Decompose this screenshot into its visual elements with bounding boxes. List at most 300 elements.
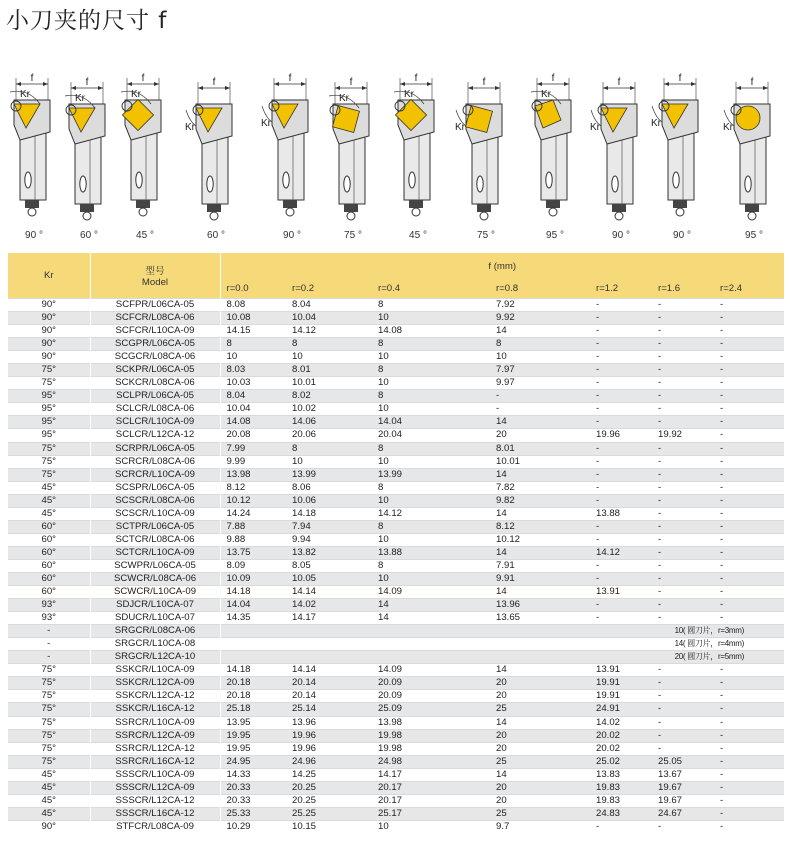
cell-model: SCKCR/L08CA-06 — [90, 377, 220, 390]
cell-model: SSKCR/L16CA-12 — [90, 703, 220, 716]
tool-angle-label: 90 ° — [25, 230, 43, 241]
cell-f-value: - — [652, 299, 714, 312]
cell-f-value: - — [714, 690, 784, 703]
cell-f-value: 20.18 — [220, 677, 286, 690]
cell-f-value: 8 — [372, 390, 490, 403]
cell-f-value: - — [714, 599, 784, 612]
cell-f-value: - — [714, 533, 784, 546]
cell-f-value: - — [714, 325, 784, 338]
cell-model: SCFPR/L06CA-05 — [90, 299, 220, 312]
col-header-model-en: Model — [141, 277, 169, 288]
cell-model: SCKPR/L06CA-05 — [90, 364, 220, 377]
cell-f-value: 9.92 — [490, 312, 590, 325]
cell-f-value: - — [714, 351, 784, 364]
cell-f-value: 14 — [490, 325, 590, 338]
cell-f-value: 25.18 — [220, 703, 286, 716]
cell-f-value: 20.14 — [286, 677, 372, 690]
table-row — [8, 703, 784, 716]
cell-kr: 45° — [8, 507, 90, 520]
cell-f-value: - — [652, 442, 714, 455]
cell-f-value: 10 — [372, 455, 490, 468]
cell-model: SRGCR/L08CA-06 — [90, 625, 220, 638]
cell-f-value: 7.91 — [490, 559, 590, 572]
table-row — [8, 520, 784, 533]
cell-f-value: - — [714, 559, 784, 572]
cell-f-value: 13.83 — [590, 768, 652, 781]
cell-f-value: 8 — [286, 442, 372, 455]
cell-f-value: 10 — [372, 403, 490, 416]
cell-f-value: - — [590, 520, 652, 533]
cell-f-value: 25 — [490, 807, 590, 820]
cell-f-value: - — [714, 416, 784, 429]
cell-f-value: - — [714, 442, 784, 455]
cell-f-value: - — [590, 533, 652, 546]
cell-f-value: 20.18 — [220, 690, 286, 703]
cell-f-value: 8 — [490, 338, 590, 351]
cell-f-value: 10.04 — [220, 403, 286, 416]
cell-f-value: 10 — [286, 455, 372, 468]
cell-kr: 95° — [8, 403, 90, 416]
dimension-f-label: f — [617, 77, 621, 88]
cell-kr: 75° — [8, 442, 90, 455]
cell-f-value: 10 — [372, 820, 490, 833]
cell-f-value: - — [714, 755, 784, 768]
cell-f-value: 20 — [490, 429, 590, 442]
cell-kr: 75° — [8, 468, 90, 481]
tool-holder-drawing — [386, 70, 450, 228]
cell-f-value: 20.02 — [590, 729, 652, 742]
cell-f-value: - — [490, 403, 590, 416]
col-header-kr: Kr — [8, 253, 90, 299]
cell-kr: - — [8, 651, 90, 664]
cell-kr: 75° — [8, 755, 90, 768]
cell-f-value: 14.04 — [220, 599, 286, 612]
cell-f-value: 14.18 — [286, 507, 372, 520]
cell-f-value: - — [652, 416, 714, 429]
cell-f-value: 14.04 — [372, 416, 490, 429]
cell-f-value: 20.33 — [220, 794, 286, 807]
cell-f-value: 13.88 — [372, 546, 490, 559]
dimension-f-label: f — [141, 73, 145, 84]
cell-f-value: 19.91 — [590, 677, 652, 690]
cell-f-value: 19.92 — [652, 429, 714, 442]
tool-angle-label: 95 ° — [745, 230, 763, 241]
cell-f-value: 14.15 — [220, 325, 286, 338]
cell-kr: 75° — [8, 716, 90, 729]
cell-f-value: 20 — [490, 729, 590, 742]
cell-f-value: - — [652, 312, 714, 325]
tool-holder-figure — [113, 70, 177, 250]
cell-f-value: 7.97 — [490, 364, 590, 377]
cell-f-value: 24.83 — [590, 807, 652, 820]
table-row — [8, 742, 784, 755]
cell-f-value: 24.67 — [652, 807, 714, 820]
cell-model: SCSCR/L10CA-09 — [90, 507, 220, 520]
cell-f-value: - — [714, 494, 784, 507]
cell-model: SCRCR/L10CA-09 — [90, 468, 220, 481]
cell-f-value: 25.33 — [220, 807, 286, 820]
cell-kr: 75° — [8, 677, 90, 690]
cell-kr: - — [8, 638, 90, 651]
tool-angle-label: 90 ° — [612, 230, 630, 241]
kr-angle-label: Kr — [20, 89, 30, 100]
table-row — [8, 364, 784, 377]
cell-model: SSKCR/L10CA-09 — [90, 664, 220, 677]
cell-kr: 95° — [8, 429, 90, 442]
cell-f-value: 19.96 — [590, 429, 652, 442]
cell-f-value: - — [652, 377, 714, 390]
cell-f-value: 25 — [490, 703, 590, 716]
cell-kr: 60° — [8, 559, 90, 572]
tool-angle-label: 60 ° — [207, 230, 225, 241]
cell-f-value: - — [652, 820, 714, 833]
cell-f-value: 13.65 — [490, 612, 590, 625]
cell-f-value: 25 — [490, 755, 590, 768]
col-header-radius: r=1.6 — [652, 279, 714, 299]
cell-f-value: 9.7 — [490, 820, 590, 833]
table-row — [8, 807, 784, 820]
table-row — [8, 533, 784, 546]
cell-f-value: - — [590, 572, 652, 585]
cell-model: SCRCR/L08CA-06 — [90, 455, 220, 468]
kr-angle-label: Kr — [75, 93, 85, 104]
cell-f-value: 20.04 — [372, 429, 490, 442]
cell-f-value: 8 — [372, 299, 490, 312]
cell-f-value: 9.97 — [490, 377, 590, 390]
tool-holder-figure — [523, 70, 587, 250]
tool-holder-drawing — [321, 70, 385, 228]
cell-f-value: 14.02 — [286, 599, 372, 612]
cell-model: SSRCR/L12CA-09 — [90, 729, 220, 742]
cell-f-value: - — [590, 599, 652, 612]
table-row — [8, 390, 784, 403]
col-header-radius: r=2.4 — [714, 279, 784, 299]
cell-f-value: 14.09 — [372, 664, 490, 677]
cell-kr: 90° — [8, 351, 90, 364]
tool-holder-figure — [722, 70, 786, 250]
kr-angle-label: Kr — [339, 93, 349, 104]
cell-kr: - — [8, 625, 90, 638]
cell-model: SCLCR/L12CA-12 — [90, 429, 220, 442]
cell-f-value: 14.14 — [286, 586, 372, 599]
cell-f-value: 14.18 — [220, 664, 286, 677]
cell-kr: 95° — [8, 390, 90, 403]
cell-f-value: - — [714, 546, 784, 559]
cell-kr: 45° — [8, 481, 90, 494]
cell-f-value: 20.17 — [372, 781, 490, 794]
cell-f-value: 8.02 — [286, 390, 372, 403]
cell-f-value: 8.06 — [286, 481, 372, 494]
cell-f-value: 10.04 — [286, 312, 372, 325]
tool-angle-label: 45 ° — [409, 230, 427, 241]
cell-f-value: 8 — [372, 338, 490, 351]
cell-f-value: - — [652, 364, 714, 377]
cell-f-value: 7.82 — [490, 481, 590, 494]
cell-f-value: - — [652, 742, 714, 755]
cell-f-value: 8 — [220, 338, 286, 351]
cell-kr: 75° — [8, 729, 90, 742]
cell-f-value: 14 — [490, 507, 590, 520]
cell-f-value: 25.05 — [652, 755, 714, 768]
cell-f-value: 24.98 — [372, 755, 490, 768]
col-header-radius: r=1.2 — [590, 279, 652, 299]
table-row — [8, 625, 784, 638]
cell-f-value: 7.94 — [286, 520, 372, 533]
cell-f-value: 13.75 — [220, 546, 286, 559]
tool-holder-drawing — [260, 70, 324, 228]
cell-f-value: - — [652, 455, 714, 468]
cell-f-value: 8.01 — [490, 442, 590, 455]
table-row — [8, 325, 784, 338]
cell-model: SCSCR/L08CA-06 — [90, 494, 220, 507]
cell-model: SSKCR/L12CA-09 — [90, 677, 220, 690]
dimension-f-label: f — [750, 77, 754, 88]
cell-kr: 60° — [8, 533, 90, 546]
cell-kr: 75° — [8, 455, 90, 468]
kr-angle-label: Kr — [261, 118, 271, 129]
cell-f-value: - — [652, 703, 714, 716]
cell-model: SCTPR/L06CA-05 — [90, 520, 220, 533]
cell-f-value: 14 — [490, 546, 590, 559]
cell-f-value: - — [652, 338, 714, 351]
cell-f-value: 10 — [372, 312, 490, 325]
cell-f-value: 14.09 — [372, 586, 490, 599]
cell-model: SCLCR/L08CA-06 — [90, 403, 220, 416]
cell-f-value: - — [590, 820, 652, 833]
cell-f-value: - — [714, 403, 784, 416]
cell-f-value: 14.33 — [220, 768, 286, 781]
cell-f-value: - — [714, 781, 784, 794]
cell-f-value: 14.12 — [286, 325, 372, 338]
cell-f-value: 14.02 — [590, 716, 652, 729]
table-row — [8, 429, 784, 442]
tool-holder-drawing — [184, 70, 248, 228]
table-row — [8, 586, 784, 599]
cell-f-value: - — [590, 312, 652, 325]
cell-f-value: 14.12 — [590, 546, 652, 559]
cell-f-value: - — [652, 677, 714, 690]
cell-f-value: - — [652, 403, 714, 416]
cell-kr: 90° — [8, 820, 90, 833]
cell-model: SCSPR/L06CA-05 — [90, 481, 220, 494]
cell-f-value: - — [714, 390, 784, 403]
cell-f-value: - — [652, 325, 714, 338]
cell-f-value: - — [652, 533, 714, 546]
dimension-f-label: f — [678, 73, 682, 84]
cell-f-value: 25.25 — [286, 807, 372, 820]
cell-kr: 45° — [8, 781, 90, 794]
cell-f-value: 19.95 — [220, 742, 286, 755]
cell-model: SDUCR/L10CA-07 — [90, 612, 220, 625]
cell-f-value: 13.98 — [220, 468, 286, 481]
cell-model: SCTCR/L08CA-06 — [90, 533, 220, 546]
cell-f-value: 20.06 — [286, 429, 372, 442]
cell-f-value: 10.09 — [220, 572, 286, 585]
table-row — [8, 781, 784, 794]
cell-model: SCWCR/L08CA-06 — [90, 572, 220, 585]
cell-f-value: 8.04 — [220, 390, 286, 403]
cell-f-value: 14.08 — [372, 325, 490, 338]
cell-f-value: 7.92 — [490, 299, 590, 312]
cell-f-value: 8.12 — [220, 481, 286, 494]
cell-f-value: 10.15 — [286, 820, 372, 833]
cell-model: SSRCR/L16CA-12 — [90, 755, 220, 768]
cell-model: SCRPR/L06CA-05 — [90, 442, 220, 455]
dimension-table — [8, 253, 784, 833]
cell-f-value: 20.17 — [372, 794, 490, 807]
table-row — [8, 299, 784, 312]
page-title: 小刀夹的尺寸 f — [6, 8, 168, 34]
cell-f-value: 7.88 — [220, 520, 286, 533]
cell-f-value: 8 — [372, 442, 490, 455]
col-header-radius: r=0.0 — [220, 279, 286, 299]
cell-f-value: 10.05 — [286, 572, 372, 585]
cell-model: SCFCR/L08CA-06 — [90, 312, 220, 325]
kr-angle-label: Kr — [185, 122, 195, 133]
cell-f-value: - — [714, 820, 784, 833]
cell-f-value: 9.99 — [220, 455, 286, 468]
cell-f-value: 10 — [286, 351, 372, 364]
cell-model: STFCR/L08CA-09 — [90, 820, 220, 833]
cell-f-value: - — [652, 729, 714, 742]
cell-model: SCFCR/L10CA-09 — [90, 325, 220, 338]
kr-angle-label: Kr — [651, 118, 661, 129]
cell-f-value: - — [652, 572, 714, 585]
cell-f-value: 13.88 — [590, 507, 652, 520]
cell-f-value: 13.96 — [490, 599, 590, 612]
cell-f-value: 10.29 — [220, 820, 286, 833]
cell-f-value: 13.82 — [286, 546, 372, 559]
dimension-f-label: f — [551, 73, 555, 84]
cell-f-value: - — [714, 716, 784, 729]
cell-f-value: 14.14 — [286, 664, 372, 677]
tool-holder-drawing — [113, 70, 177, 228]
cell-f-value: - — [590, 338, 652, 351]
cell-f-value: - — [590, 299, 652, 312]
tool-angle-label: 45 ° — [136, 230, 154, 241]
cell-kr: 45° — [8, 494, 90, 507]
cell-f-value: 25.14 — [286, 703, 372, 716]
cell-f-value: 14 — [490, 416, 590, 429]
dimension-f-label: f — [349, 77, 353, 88]
cell-f-value: 20.08 — [220, 429, 286, 442]
cell-f-value: - — [714, 338, 784, 351]
cell-f-value: - — [714, 520, 784, 533]
cell-kr: 95° — [8, 416, 90, 429]
cell-f-value: 10 — [372, 377, 490, 390]
cell-f-value: - — [590, 455, 652, 468]
table-row — [8, 377, 784, 390]
col-header-model-cn: 型号 — [145, 266, 165, 277]
cell-f-value: - — [714, 807, 784, 820]
cell-f-value: 20 — [490, 794, 590, 807]
cell-f-value: - — [714, 794, 784, 807]
cell-f-value: - — [652, 520, 714, 533]
cell-f-value: 8 — [372, 364, 490, 377]
cell-f-value: 13.91 — [590, 586, 652, 599]
cell-f-value: 14 — [490, 716, 590, 729]
cell-f-value: - — [590, 325, 652, 338]
cell-f-value: 9.91 — [490, 572, 590, 585]
cell-f-value: 20 — [490, 677, 590, 690]
cell-f-value: - — [652, 690, 714, 703]
cell-f-value: 10.06 — [286, 494, 372, 507]
tool-holder-figure — [650, 70, 714, 250]
cell-f-value: - — [652, 481, 714, 494]
cell-f-value: - — [590, 612, 652, 625]
cell-f-value: 19.96 — [286, 729, 372, 742]
cell-f-value: 25.09 — [372, 703, 490, 716]
tool-holder-figure — [386, 70, 450, 250]
tool-angle-label: 60 ° — [80, 230, 98, 241]
cell-model: SSSCR/L16CA-12 — [90, 807, 220, 820]
cell-f-value: 10 — [372, 494, 490, 507]
cell-f-value: 10.08 — [220, 312, 286, 325]
cell-f-value: 20.14 — [286, 690, 372, 703]
cell-kr: 60° — [8, 520, 90, 533]
cell-f-value: 14.08 — [220, 416, 286, 429]
cell-f-value: 14.25 — [286, 768, 372, 781]
cell-kr: 60° — [8, 572, 90, 585]
cell-f-value: - — [490, 390, 590, 403]
table-row — [8, 729, 784, 742]
tool-holder-drawing — [57, 70, 121, 228]
cell-f-value: 10.12 — [490, 533, 590, 546]
cell-f-value: 24.95 — [220, 755, 286, 768]
cell-f-value: - — [590, 377, 652, 390]
cell-f-value: 20 — [490, 690, 590, 703]
cell-f-value: - — [652, 716, 714, 729]
cell-kr: 90° — [8, 312, 90, 325]
cell-model: SCGCR/L08CA-06 — [90, 351, 220, 364]
cell-f-value: 8 — [372, 559, 490, 572]
cell-f-value: 13.91 — [590, 664, 652, 677]
cell-f-value: 8.01 — [286, 364, 372, 377]
cell-f-value: 13.98 — [372, 716, 490, 729]
cell-model: SSRCR/L10CA-09 — [90, 716, 220, 729]
cell-f-value: 25.02 — [590, 755, 652, 768]
cell-f-value: - — [590, 403, 652, 416]
cell-f-value: 24.91 — [590, 703, 652, 716]
cell-model: SSKCR/L12CA-12 — [90, 690, 220, 703]
cell-round-insert-note: 20( 圆刀片，r=5mm) — [220, 651, 784, 664]
cell-f-value: - — [590, 494, 652, 507]
cell-f-value: 14 — [490, 586, 590, 599]
tool-angle-label: 75 ° — [344, 230, 362, 241]
cell-kr: 60° — [8, 586, 90, 599]
table-row — [8, 716, 784, 729]
cell-f-value: 19.95 — [220, 729, 286, 742]
cell-kr: 93° — [8, 599, 90, 612]
cell-f-value: 13.96 — [286, 716, 372, 729]
cell-round-insert-note: 14( 圆刀片，r=4mm) — [220, 638, 784, 651]
table-row — [8, 651, 784, 664]
dimension-f-label: f — [85, 77, 89, 88]
cell-f-value: 8.08 — [220, 299, 286, 312]
table-row — [8, 481, 784, 494]
cell-kr: 75° — [8, 377, 90, 390]
tool-diagram-strip — [0, 70, 790, 250]
tool-holder-figure — [184, 70, 248, 250]
cell-kr: 75° — [8, 664, 90, 677]
tool-holder-figure — [321, 70, 385, 250]
table-row — [8, 338, 784, 351]
tool-holder-figure — [589, 70, 653, 250]
cell-f-value: 8.05 — [286, 559, 372, 572]
cell-f-value: - — [652, 351, 714, 364]
cell-f-value: - — [652, 559, 714, 572]
tool-holder-drawing — [523, 70, 587, 228]
